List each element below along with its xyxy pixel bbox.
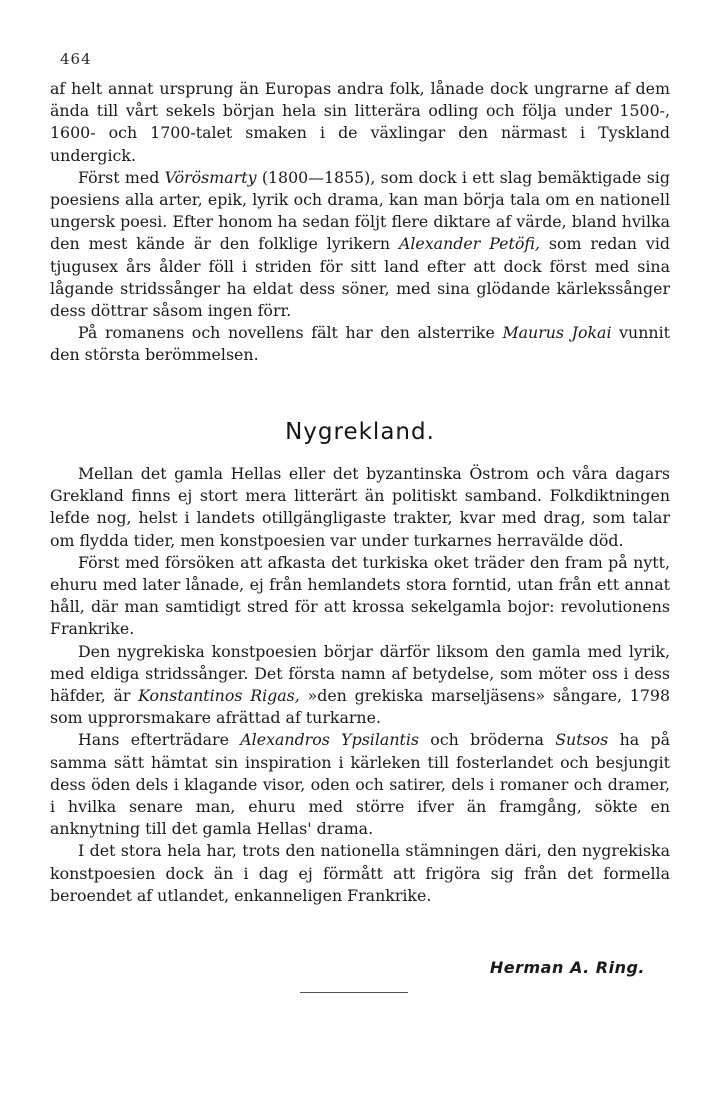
text-run: I det stora hela har, trots den nationella stämningen däri, den nygrekiska konstpoesien dock än i dag ej förmått att frigöra sig från det formella beroendet af utlandet, enkanneligen Frankrike. [50,841,670,905]
paragraph [50,167,670,322]
text-run: Först med försöken att afkasta det turkiska oket träder den fram på nytt, ehuru med later lånade, ej från hemlandets stora forntid, utan från ett annat håll, där man samtidigt stred för att krossa sekelgamla bojor: revolutionens Frankrike. [50,552,670,639]
paragraph [50,78,670,167]
author-signature: Herman A. Ring. [489,958,645,977]
italic-name: Maurus Jokai [502,323,612,343]
text-run: »den grekiska marseljäsens» sångare, 1798 som upprorsmakare afrättad af turkarne. [50,686,671,728]
text-run: Den nygrekiska konstpoesien börjar därför liksom den gamla med lyrik, med eldiga stridssånger. Det första namn af betydelse, som möter oss i dess häfder, är [50,641,670,706]
page-number: 464 [60,50,92,68]
end-rule [300,992,408,993]
section-heading: Nygrekland. [285,419,435,445]
italic-name: Sutsos [555,730,609,750]
italic-name: Alexandros Ypsilantis [240,730,420,750]
text-run: ha på samma sätt hämtat sin inspiration i kärleken till fosterlandet och besjungit dess öden dels i klagande visor, oden och satirer, dels i romaner och dramer, i hvilka senare man, ehuru med större ifver än framgång, sökte en anknytning till det gamla Hellas' drama. [50,730,671,839]
text-run: som redan vid tjugusex års ålder föll i striden för sitt land efter att dock först med sina lågande stridssånger ha eldat dess söner, med sina glödande kärlekssånger dess döttrar såsom ingen förr. [50,234,670,321]
text-run: af helt annat ursprung än Europas andra folk, lånade dock ungrarne af dem ända till vårt sekels början hela sin litterära odling och följa under 1500-, 1600- och 1700-talet smaken i de växlingar den närmast i Tyskland undergick. [50,79,670,165]
paragraph [50,840,670,907]
text-run: och bröderna [419,730,556,750]
paragraph [50,322,670,366]
italic-name: Vörösmarty [164,167,257,187]
paragraph [50,552,670,641]
text-run: Mellan det gamla Hellas eller det byzantinska Östrom och våra dagars Grekland finns ej stort mera litterärt än politiskt samband. Folkdiktningen lefde nog, helst i landets otillgängligaste trakter, kvar med drag, som talar om flydda tider, men konstpoesien var under turkarnes herravälde död. [50,464,670,550]
text-run: vunnit den största berömmelsen. [50,323,670,365]
paragraph [50,463,670,552]
paragraph [50,641,670,730]
text-run: (1800—1855), som dock i ett slag bemäktigade sig poesiens alla arter, epik, lyrik och drama, kan man börja tala om en nationell ungersk poesi. Efter honom ha sedan följt flere diktare af värde, bland hvilka den mest kände är den folklige lyrikern [50,167,670,254]
italic-name: Konstantinos Rigas, [138,686,300,706]
italic-name: Alexander Petöfi, [398,234,540,254]
text-run: På romanens och novellens fält har den alsterrike [78,323,503,343]
paragraph [50,729,670,840]
section-text [50,463,670,907]
intro-text [50,78,670,367]
text-run: Först med [78,167,165,187]
text-run: Hans efterträdare [78,730,241,750]
